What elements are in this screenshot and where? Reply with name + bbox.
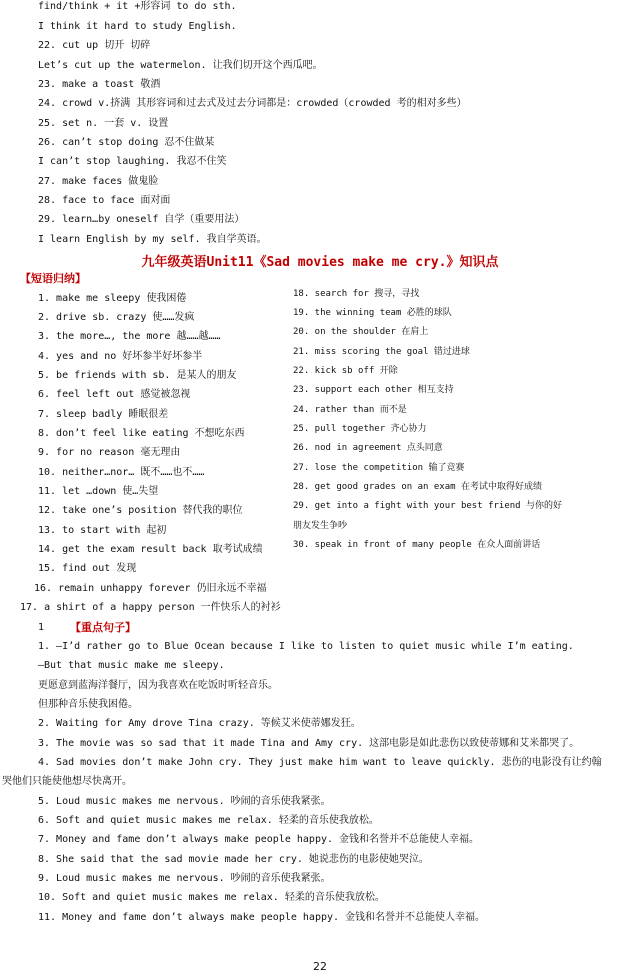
- phrase-item: 8. don’t feel like eating 不想吃东西: [38, 428, 245, 439]
- phrase-item: 19. the winning team 必胜的球队: [293, 308, 452, 318]
- phrase-item: 26. nod in agreement 点头同意: [293, 443, 443, 453]
- phrase-item: 30. speak in front of many people 在众人面前讲话: [293, 540, 541, 550]
- phrase-item: 6. feel left out 感觉被忽视: [38, 389, 191, 400]
- phrase-item: 3. the more…, the more 越……越……: [38, 331, 221, 342]
- sentence-line: 哭他们只能使他想尽快离开。: [2, 776, 132, 787]
- text-line: I can’t stop laughing. 我忍不住笑: [38, 156, 227, 167]
- sentence-line: 7. Money and fame don’t always make people happy. 金钱和名誉并不总能使人幸福。: [38, 834, 480, 845]
- text-line: Let’s cut up the watermelon. 让我们切开这个西瓜吧。: [38, 60, 323, 71]
- text-line: 22. cut up 切开 切碎: [38, 40, 151, 51]
- sentence-line: 4. Sad movies don’t make John cry. They just make him want to leave quickly. 悲伤的电影没有让约翰: [38, 757, 602, 768]
- phrase-item: 29. get into a fight with your best friend 与你的好: [293, 501, 562, 511]
- phrase-item: 22. kick sb off 开除: [293, 366, 398, 376]
- phrase-item: 朋友发生争吵: [293, 521, 348, 531]
- phrase-item: 9. for no reason 毫无理由: [38, 447, 181, 458]
- text-line: find/think + it +形容词 to do sth.: [38, 1, 237, 12]
- sentence-section-header: 【重点句子】: [70, 621, 136, 634]
- phrase-item: 7. sleep badly 睡眠很差: [38, 409, 169, 420]
- text-line: 25. set n. 一套 v. 设置: [38, 118, 169, 129]
- phrase-item: 25. pull together 齐心协力: [293, 424, 427, 434]
- phrase-item: 14. get the exam result back 取考试成绩: [38, 544, 263, 555]
- phrase-item: 13. to start with 起初: [38, 525, 167, 536]
- phrase-item: 21. miss scoring the goal 错过进球: [293, 347, 470, 357]
- sentence-line: 9. Loud music makes me nervous. 吵闹的音乐使我紧张。: [38, 873, 331, 884]
- sentence-line: 10. Soft and quiet music makes me relax. 轻柔的音乐使我放松。: [38, 892, 385, 903]
- phrase-item: 17. a shirt of a happy person 一件快乐人的衬衫: [20, 602, 281, 613]
- sentence-line: 更愿意到蓝海洋餐厅，因为我喜欢在吃饭时听轻音乐。: [38, 680, 278, 691]
- phrase-item: 16. remain unhappy forever 仍旧永远不幸福: [34, 583, 267, 594]
- sentence-line: 但那种音乐使我困倦。: [38, 699, 138, 710]
- phrase-item: 12. take one’s position 替代我的职位: [38, 505, 243, 516]
- sentence-line: 1. —I’d rather go to Blue Ocean because I like to listen to quiet music while I’m eating.: [38, 641, 574, 652]
- text-line: 27. make faces 做鬼脸: [38, 176, 159, 187]
- phrase-item: 23. support each other 相互支持: [293, 385, 454, 395]
- text-line: I learn English by my self. 我自学英语。: [38, 234, 267, 245]
- text-line: 26. can’t stop doing 忍不住做某: [38, 137, 215, 148]
- phrase-item: 4. yes and no 好坏参半好坏参半: [38, 351, 203, 362]
- phrase-item: 2. drive sb. crazy 使……发疯: [38, 312, 195, 323]
- sentence-line: 3. The movie was so sad that it made Tina and Amy cry. 这部电影是如此悲伤以致使蒂娜和艾米都哭了。: [38, 738, 580, 749]
- text-line: 29. learn…by oneself 自学（重要用法）: [38, 214, 245, 225]
- sentence-line: 6. Soft and quiet music makes me relax. 轻柔的音乐使我放松。: [38, 815, 379, 826]
- page-title: 九年级英语Unit11《Sad movies make me cry.》知识点: [141, 255, 499, 270]
- page-number: 22: [313, 960, 327, 973]
- sentence-line: —But that music make me sleepy.: [38, 660, 225, 671]
- sentence-line: 5. Loud music makes me nervous. 吵闹的音乐使我紧张。: [38, 796, 331, 807]
- phrase-item: 15. find out 发现: [38, 563, 137, 574]
- sentence-section-number: 1: [38, 622, 45, 633]
- phrase-item: 24. rather than 而不是: [293, 405, 407, 415]
- phrase-item: 5. be friends with sb. 是某人的朋友: [38, 370, 237, 381]
- sentence-line: 8. She said that the sad movie made her cry. 她说悲伤的电影使她哭泣。: [38, 854, 429, 865]
- phrase-item: 20. on the shoulder 在肩上: [293, 327, 429, 337]
- phrase-item: 18. search for 搜寻，寻找: [293, 289, 420, 299]
- phrase-item: 11. let …down 使…失望: [38, 486, 159, 497]
- phrase-section-header: 【短语归纳】: [20, 272, 86, 285]
- text-line: 28. face to face 面对面: [38, 195, 171, 206]
- text-line: 23. make a toast 敬酒: [38, 79, 161, 90]
- text-line: 24. crowd v.挤满 其形容词和过去式及过去分词都是：crowded（crowded 考的相对多些）: [38, 98, 467, 109]
- sentence-line: 11. Money and fame don’t always make people happy. 金钱和名誉并不总能使人幸福。: [38, 912, 486, 923]
- phrase-item: 27. lose the competition 输了竞赛: [293, 463, 465, 473]
- phrase-item: 28. get good grades on an exam 在考试中取得好成绩: [293, 482, 542, 492]
- text-line: I think it hard to study English.: [38, 21, 237, 32]
- sentence-line: 2. Waiting for Amy drove Tina crazy. 等候艾米使蒂娜发狂。: [38, 718, 361, 729]
- phrase-item: 1. make me sleepy 使我困倦: [38, 293, 187, 304]
- phrase-item: 10. neither…nor… 既不……也不……: [38, 467, 205, 478]
